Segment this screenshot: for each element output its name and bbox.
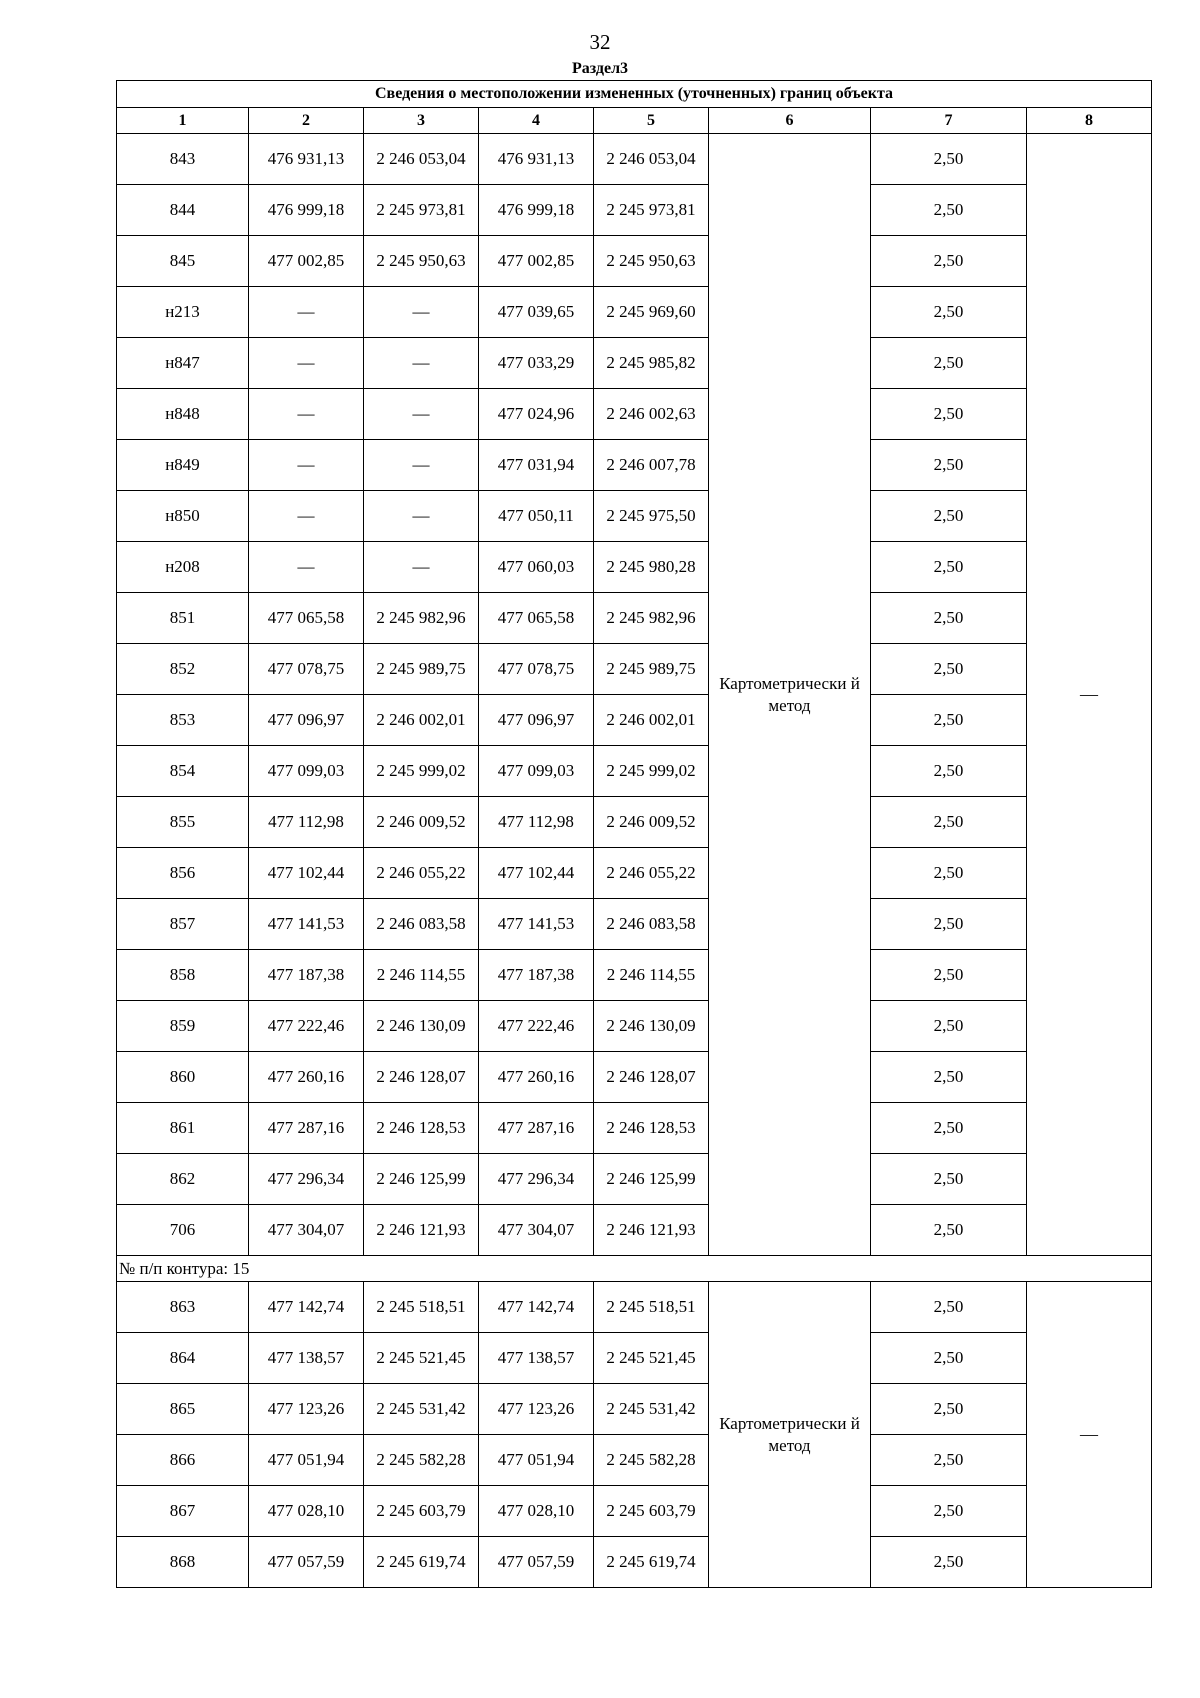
cell-col-1: 858 (117, 950, 249, 1001)
cell-col-3: — (364, 338, 479, 389)
column-header-8: 8 (1027, 108, 1152, 134)
table-row (117, 287, 1152, 338)
cell-col-1: 866 (117, 1435, 249, 1486)
cell-col-7: 2,50 (871, 134, 1027, 185)
cell-col-2: 477 287,16 (249, 1103, 364, 1154)
cell-col-7: 2,50 (871, 542, 1027, 593)
cell-col-3: 2 245 999,02 (364, 746, 479, 797)
cell-col-5: 2 246 007,78 (594, 440, 709, 491)
method-cell: Картометрически й метод (709, 1282, 871, 1588)
cell-col-4: 477 222,46 (479, 1001, 594, 1052)
cell-col-7: 2,50 (871, 746, 1027, 797)
cell-col-4: 477 050,11 (479, 491, 594, 542)
cell-col-3: 2 246 128,07 (364, 1052, 479, 1103)
cell-col-7: 2,50 (871, 389, 1027, 440)
cell-col-1: 856 (117, 848, 249, 899)
cell-col-2: — (249, 542, 364, 593)
table-row (117, 236, 1152, 287)
cell-col-2: 476 931,13 (249, 134, 364, 185)
table-row (117, 338, 1152, 389)
cell-col-4: 477 112,98 (479, 797, 594, 848)
cell-col-7: 2,50 (871, 950, 1027, 1001)
column-header-2: 2 (249, 108, 364, 134)
column-header-6: 6 (709, 108, 871, 134)
cell-col-2: 477 051,94 (249, 1435, 364, 1486)
cell-col-5: 2 246 114,55 (594, 950, 709, 1001)
cell-col-2: 477 187,38 (249, 950, 364, 1001)
cell-col-1: 864 (117, 1333, 249, 1384)
cell-col-1: 706 (117, 1205, 249, 1256)
cell-col-1: н847 (117, 338, 249, 389)
table-row (117, 899, 1152, 950)
table-row (117, 185, 1152, 236)
table-title: Сведения о местоположении измененных (уточненных) границ объекта (117, 81, 1152, 108)
cell-col-1: 861 (117, 1103, 249, 1154)
cell-col-5: 2 245 619,74 (594, 1537, 709, 1588)
cell-col-5: 2 245 975,50 (594, 491, 709, 542)
cell-col-5: 2 245 973,81 (594, 185, 709, 236)
cell-col-3: 2 245 950,63 (364, 236, 479, 287)
column-header-4: 4 (479, 108, 594, 134)
cell-col-3: 2 245 582,28 (364, 1435, 479, 1486)
table-row (117, 542, 1152, 593)
cell-col-1: 844 (117, 185, 249, 236)
cell-col-5: 2 245 603,79 (594, 1486, 709, 1537)
cell-col-1: 857 (117, 899, 249, 950)
cell-col-5: 2 246 130,09 (594, 1001, 709, 1052)
cell-col-7: 2,50 (871, 797, 1027, 848)
cell-col-2: 477 057,59 (249, 1537, 364, 1588)
cell-col-1: н849 (117, 440, 249, 491)
cell-col-2: 477 141,53 (249, 899, 364, 950)
cell-col-3: 2 245 973,81 (364, 185, 479, 236)
cell-col-7: 2,50 (871, 1333, 1027, 1384)
cell-col-4: 477 304,07 (479, 1205, 594, 1256)
cell-col-7: 2,50 (871, 491, 1027, 542)
method-cell: Картометрически й метод (709, 134, 871, 1256)
cell-col-3: 2 245 619,74 (364, 1537, 479, 1588)
cell-col-1: 867 (117, 1486, 249, 1537)
cell-col-3: 2 246 114,55 (364, 950, 479, 1001)
table-row (117, 746, 1152, 797)
cell-col-2: 477 260,16 (249, 1052, 364, 1103)
cell-col-1: 868 (117, 1537, 249, 1588)
section-title: Раздел3 (571, 60, 629, 77)
column-header-5: 5 (594, 108, 709, 134)
cell-col-3: 2 245 603,79 (364, 1486, 479, 1537)
cell-col-7: 2,50 (871, 1384, 1027, 1435)
cell-col-4: 477 287,16 (479, 1103, 594, 1154)
cell-col-4: 477 051,94 (479, 1435, 594, 1486)
cell-col-2: 477 028,10 (249, 1486, 364, 1537)
cell-col-5: 2 246 083,58 (594, 899, 709, 950)
table-row (117, 440, 1152, 491)
cell-col-7: 2,50 (871, 1001, 1027, 1052)
cell-col-3: 2 246 053,04 (364, 134, 479, 185)
table-row (117, 1435, 1152, 1486)
cell-col-1: 860 (117, 1052, 249, 1103)
cell-col-4: 477 060,03 (479, 542, 594, 593)
cell-col-7: 2,50 (871, 440, 1027, 491)
cell-col-3: 2 246 121,93 (364, 1205, 479, 1256)
table-row (117, 644, 1152, 695)
cell-col-4: 477 260,16 (479, 1052, 594, 1103)
cell-col-2: — (249, 338, 364, 389)
cell-col-2: 477 096,97 (249, 695, 364, 746)
table-row (117, 1537, 1152, 1588)
cell-col-3: 2 245 521,45 (364, 1333, 479, 1384)
cell-col-1: 865 (117, 1384, 249, 1435)
cell-col-2: — (249, 440, 364, 491)
table-row (117, 695, 1152, 746)
cell-col-1: 853 (117, 695, 249, 746)
cell-col-5: 2 246 128,53 (594, 1103, 709, 1154)
contour-label: № п/п контура: 15 (117, 1256, 1152, 1282)
table-row (117, 1052, 1152, 1103)
cell-col-4: 477 065,58 (479, 593, 594, 644)
cell-col-2: 477 296,34 (249, 1154, 364, 1205)
column-header-3: 3 (364, 108, 479, 134)
cell-col-7: 2,50 (871, 1537, 1027, 1588)
cell-col-3: 2 246 002,01 (364, 695, 479, 746)
cell-col-3: 2 245 989,75 (364, 644, 479, 695)
cell-col-1: 863 (117, 1282, 249, 1333)
table-row (117, 593, 1152, 644)
cell-col-2: 477 078,75 (249, 644, 364, 695)
cell-col-5: 2 245 521,45 (594, 1333, 709, 1384)
cell-col-3: — (364, 389, 479, 440)
cell-col-1: 854 (117, 746, 249, 797)
cell-col-1: 851 (117, 593, 249, 644)
cell-col-4: 477 102,44 (479, 848, 594, 899)
cell-col-7: 2,50 (871, 1282, 1027, 1333)
cell-col-4: 477 033,29 (479, 338, 594, 389)
table-row (117, 389, 1152, 440)
col8-cell: — (1027, 1282, 1152, 1588)
cell-col-2: — (249, 491, 364, 542)
cell-col-5: 2 245 999,02 (594, 746, 709, 797)
cell-col-2: 477 138,57 (249, 1333, 364, 1384)
table-row (117, 491, 1152, 542)
cell-col-4: 477 187,38 (479, 950, 594, 1001)
cell-col-2: 477 065,58 (249, 593, 364, 644)
cell-col-3: 2 245 531,42 (364, 1384, 479, 1435)
cell-col-7: 2,50 (871, 848, 1027, 899)
cell-col-1: 859 (117, 1001, 249, 1052)
cell-col-1: 855 (117, 797, 249, 848)
cell-col-3: 2 245 518,51 (364, 1282, 479, 1333)
cell-col-1: н850 (117, 491, 249, 542)
cell-col-7: 2,50 (871, 1103, 1027, 1154)
cell-col-3: — (364, 440, 479, 491)
table-row (117, 134, 1152, 185)
cell-col-4: 476 999,18 (479, 185, 594, 236)
cell-col-4: 477 024,96 (479, 389, 594, 440)
cell-col-2: 477 222,46 (249, 1001, 364, 1052)
cell-col-1: 845 (117, 236, 249, 287)
cell-col-7: 2,50 (871, 338, 1027, 389)
cell-col-1: н848 (117, 389, 249, 440)
cell-col-5: 2 245 582,28 (594, 1435, 709, 1486)
cell-col-3: 2 245 982,96 (364, 593, 479, 644)
cell-col-4: 476 931,13 (479, 134, 594, 185)
cell-col-3: 2 246 009,52 (364, 797, 479, 848)
cell-col-5: 2 245 969,60 (594, 287, 709, 338)
cell-col-4: 477 039,65 (479, 287, 594, 338)
cell-col-7: 2,50 (871, 1052, 1027, 1103)
cell-col-5: 2 246 002,63 (594, 389, 709, 440)
cell-col-7: 2,50 (871, 1435, 1027, 1486)
cell-col-5: 2 245 985,82 (594, 338, 709, 389)
cell-col-3: 2 246 055,22 (364, 848, 479, 899)
column-header-7: 7 (871, 108, 1027, 134)
cell-col-3: 2 246 130,09 (364, 1001, 479, 1052)
cell-col-3: 2 246 128,53 (364, 1103, 479, 1154)
cell-col-7: 2,50 (871, 593, 1027, 644)
cell-col-5: 2 246 002,01 (594, 695, 709, 746)
table-row (117, 1205, 1152, 1256)
col8-cell: — (1027, 134, 1152, 1256)
cell-col-3: — (364, 542, 479, 593)
table-row (117, 797, 1152, 848)
cell-col-5: 2 246 055,22 (594, 848, 709, 899)
cell-col-4: 477 078,75 (479, 644, 594, 695)
table-row (117, 950, 1152, 1001)
table-row (117, 1154, 1152, 1205)
cell-col-2: 476 999,18 (249, 185, 364, 236)
cell-col-7: 2,50 (871, 236, 1027, 287)
cell-col-5: 2 246 121,93 (594, 1205, 709, 1256)
cell-col-4: 477 028,10 (479, 1486, 594, 1537)
cell-col-5: 2 246 128,07 (594, 1052, 709, 1103)
cell-col-5: 2 245 980,28 (594, 542, 709, 593)
cell-col-2: — (249, 287, 364, 338)
contour-label-row (117, 1256, 1152, 1282)
cell-col-2: 477 099,03 (249, 746, 364, 797)
cell-col-4: 477 099,03 (479, 746, 594, 797)
cell-col-2: 477 123,26 (249, 1384, 364, 1435)
cell-col-5: 2 246 009,52 (594, 797, 709, 848)
cell-col-4: 477 296,34 (479, 1154, 594, 1205)
cell-col-2: 477 002,85 (249, 236, 364, 287)
cell-col-7: 2,50 (871, 185, 1027, 236)
cell-col-2: 477 112,98 (249, 797, 364, 848)
cell-col-5: 2 246 125,99 (594, 1154, 709, 1205)
table-row (117, 1486, 1152, 1537)
cell-col-2: 477 304,07 (249, 1205, 364, 1256)
cell-col-7: 2,50 (871, 695, 1027, 746)
cell-col-3: 2 246 083,58 (364, 899, 479, 950)
cell-col-4: 477 138,57 (479, 1333, 594, 1384)
cell-col-5: 2 245 950,63 (594, 236, 709, 287)
cell-col-7: 2,50 (871, 1486, 1027, 1537)
table-row (117, 1282, 1152, 1333)
table-row (117, 1001, 1152, 1052)
cell-col-5: 2 246 053,04 (594, 134, 709, 185)
page-number: 32 (589, 30, 611, 54)
cell-col-3: — (364, 287, 479, 338)
cell-col-4: 477 002,85 (479, 236, 594, 287)
cell-col-4: 477 142,74 (479, 1282, 594, 1333)
cell-col-5: 2 245 989,75 (594, 644, 709, 695)
column-header-row (117, 108, 1152, 134)
table-row (117, 1103, 1152, 1154)
cell-col-4: 477 141,53 (479, 899, 594, 950)
table-row (117, 1384, 1152, 1435)
cell-col-4: 477 123,26 (479, 1384, 594, 1435)
table-row (117, 848, 1152, 899)
table-row (117, 1333, 1152, 1384)
cell-col-3: 2 246 125,99 (364, 1154, 479, 1205)
column-header-1: 1 (117, 108, 249, 134)
cell-col-2: — (249, 389, 364, 440)
cell-col-1: 843 (117, 134, 249, 185)
cell-col-7: 2,50 (871, 1205, 1027, 1256)
cell-col-4: 477 057,59 (479, 1537, 594, 1588)
cell-col-5: 2 245 531,42 (594, 1384, 709, 1435)
cell-col-4: 477 096,97 (479, 695, 594, 746)
cell-col-1: н208 (117, 542, 249, 593)
cell-col-1: 852 (117, 644, 249, 695)
cell-col-7: 2,50 (871, 899, 1027, 950)
cell-col-2: 477 142,74 (249, 1282, 364, 1333)
cell-col-7: 2,50 (871, 287, 1027, 338)
cell-col-5: 2 245 982,96 (594, 593, 709, 644)
boundary-table (116, 80, 1152, 1588)
cell-col-5: 2 245 518,51 (594, 1282, 709, 1333)
cell-col-3: — (364, 491, 479, 542)
cell-col-7: 2,50 (871, 644, 1027, 695)
cell-col-4: 477 031,94 (479, 440, 594, 491)
cell-col-1: н213 (117, 287, 249, 338)
cell-col-7: 2,50 (871, 1154, 1027, 1205)
cell-col-1: 862 (117, 1154, 249, 1205)
table-body (117, 134, 1152, 1588)
cell-col-2: 477 102,44 (249, 848, 364, 899)
